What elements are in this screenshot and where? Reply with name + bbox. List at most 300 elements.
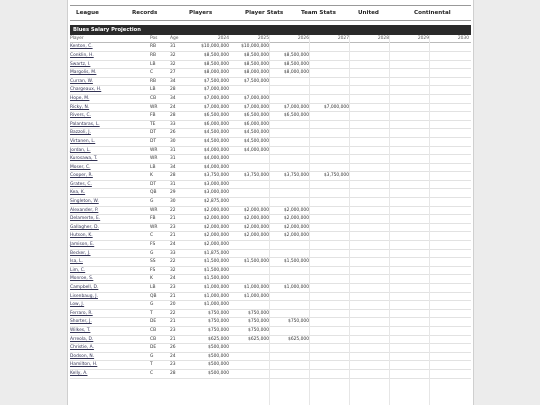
position-cell: DT bbox=[150, 181, 157, 187]
salary-2026-cell: $8,500,000 bbox=[283, 61, 309, 67]
table-row bbox=[70, 232, 471, 241]
age-cell: 32 bbox=[170, 52, 176, 58]
table-row bbox=[70, 284, 471, 293]
salary-2026-cell: $2,000,000 bbox=[283, 216, 309, 222]
age-cell: 32 bbox=[170, 61, 176, 67]
salary-2024-cell: $6,500,000 bbox=[203, 113, 229, 119]
position-cell: QB bbox=[150, 293, 157, 299]
top-navigation bbox=[70, 5, 471, 21]
player-link[interactable]: Swartz, I. bbox=[70, 61, 91, 67]
age-cell: 21 bbox=[170, 293, 176, 299]
table-row bbox=[70, 241, 471, 250]
position-cell: C bbox=[150, 370, 154, 376]
player-link[interactable]: Campbell, D. bbox=[70, 285, 99, 291]
nav-tab-united[interactable]: United bbox=[358, 10, 379, 16]
player-link[interactable]: Wilkes, T. bbox=[70, 327, 91, 333]
salary-2025-cell: $8,500,000 bbox=[243, 52, 269, 58]
player-name-cell bbox=[70, 147, 91, 154]
salary-2026-cell: $3,750,000 bbox=[283, 173, 309, 179]
salary-2025-cell: $1,000,000 bbox=[243, 285, 269, 291]
position-cell: T bbox=[150, 362, 153, 368]
salary-2024-cell: $1,875,000 bbox=[203, 250, 229, 256]
table-row bbox=[70, 275, 471, 284]
player-link[interactable]: Bazzoli, J. bbox=[70, 130, 91, 136]
salary-2024-cell: $750,000 bbox=[208, 327, 229, 333]
age-cell: 21 bbox=[170, 319, 176, 325]
player-name-cell bbox=[70, 155, 97, 162]
player-name-cell bbox=[70, 138, 95, 145]
position-cell: G bbox=[150, 302, 154, 308]
player-name-cell bbox=[70, 69, 96, 76]
position-cell: K bbox=[150, 276, 153, 282]
player-link[interactable]: Low, J. bbox=[70, 302, 85, 308]
player-name-cell bbox=[70, 172, 93, 179]
player-link[interactable]: Dodson, N. bbox=[70, 353, 95, 359]
age-cell: 22 bbox=[170, 310, 176, 316]
player-name-cell bbox=[70, 275, 93, 282]
position-cell: G bbox=[150, 199, 154, 205]
salary-2025-cell: $750,000 bbox=[248, 319, 269, 325]
salary-2024-cell: $1,000,000 bbox=[203, 302, 229, 308]
salary-2025-cell: $6,000,000 bbox=[243, 121, 269, 127]
salary-2025-cell: $2,000,000 bbox=[243, 207, 269, 213]
player-name-cell bbox=[70, 207, 98, 214]
salary-2024-cell: $750,000 bbox=[208, 319, 229, 325]
table-row bbox=[70, 327, 471, 336]
salary-2024-cell: $500,000 bbox=[208, 370, 229, 376]
salary-2026-cell: $2,000,000 bbox=[283, 207, 309, 213]
table-row bbox=[70, 155, 471, 164]
player-name-cell bbox=[70, 293, 98, 300]
player-link[interactable]: Arreola, D. bbox=[70, 336, 94, 342]
table-row bbox=[70, 112, 471, 121]
player-link[interactable]: Chargeaux, H. bbox=[70, 87, 102, 93]
salary-2025-cell: $7,500,000 bbox=[243, 78, 269, 84]
player-link[interactable]: Christie, A. bbox=[70, 345, 94, 351]
player-link[interactable]: Delamerte, E. bbox=[70, 216, 101, 222]
position-cell: FS bbox=[150, 242, 156, 248]
age-cell: 30 bbox=[170, 199, 176, 205]
position-cell: DT bbox=[150, 138, 157, 144]
salary-2025-cell: $2,000,000 bbox=[243, 216, 269, 222]
salary-2025-cell: $4,500,000 bbox=[243, 130, 269, 136]
age-cell: 34 bbox=[170, 164, 176, 170]
player-link[interactable]: Curran, W. bbox=[70, 78, 93, 84]
table-row bbox=[70, 198, 471, 207]
salary-2025-cell: $8,500,000 bbox=[243, 61, 269, 67]
table-row bbox=[70, 104, 471, 113]
player-link[interactable]: Hutson, K. bbox=[70, 233, 93, 239]
player-link[interactable]: Lisenbaug, J. bbox=[70, 293, 98, 299]
age-cell: 24 bbox=[170, 276, 176, 282]
position-cell: T bbox=[150, 310, 153, 316]
age-cell: 34 bbox=[170, 78, 176, 84]
age-cell: 34 bbox=[170, 95, 176, 101]
player-link[interactable]: Ricky, N. bbox=[70, 104, 90, 110]
player-link[interactable]: Jamison, E. bbox=[70, 242, 95, 248]
player-name-cell bbox=[70, 258, 83, 265]
page-container bbox=[67, 0, 474, 405]
salary-2026-cell: $2,000,000 bbox=[283, 224, 309, 230]
age-cell: 31 bbox=[170, 147, 176, 153]
age-cell: 26 bbox=[170, 130, 176, 136]
age-cell: 33 bbox=[170, 121, 176, 127]
salary-2026-cell: $1,500,000 bbox=[283, 259, 309, 265]
salary-2025-cell: $750,000 bbox=[248, 310, 269, 316]
player-name-cell bbox=[70, 250, 91, 257]
table-row bbox=[70, 258, 471, 267]
salary-2025-cell: $7,000,000 bbox=[243, 95, 269, 101]
salary-2025-cell: $750,000 bbox=[248, 327, 269, 333]
salary-2024-cell: $500,000 bbox=[208, 362, 229, 368]
column-divider bbox=[309, 35, 310, 405]
age-cell: 23 bbox=[170, 327, 176, 333]
position-cell: CB bbox=[150, 95, 157, 101]
age-cell: 21 bbox=[170, 336, 176, 342]
table-row bbox=[70, 250, 471, 259]
column-header-2029[interactable]: 2029 bbox=[417, 36, 429, 41]
salary-2024-cell: $625,000 bbox=[208, 336, 229, 342]
position-cell: LB bbox=[150, 61, 156, 67]
position-cell: DE bbox=[150, 319, 157, 325]
nav-tab-records[interactable]: Records bbox=[132, 10, 158, 16]
salary-2024-cell: $1,500,000 bbox=[203, 267, 229, 273]
position-cell: RB bbox=[150, 52, 157, 58]
table-header-row bbox=[70, 35, 471, 43]
age-cell: 23 bbox=[170, 224, 176, 230]
age-cell: 28 bbox=[170, 113, 176, 119]
salary-2025-cell: $625,000 bbox=[248, 336, 269, 342]
position-cell: DT bbox=[150, 130, 157, 136]
column-header-player[interactable]: Player bbox=[70, 36, 84, 41]
salary-2024-cell: $10,000,000 bbox=[201, 44, 229, 50]
position-cell: WR bbox=[150, 147, 158, 153]
salary-2025-cell: $1,500,000 bbox=[243, 259, 269, 265]
salary-2024-cell: $3,000,000 bbox=[203, 181, 229, 187]
age-cell: 31 bbox=[170, 44, 176, 50]
salary-2024-cell: $3,000,000 bbox=[203, 190, 229, 196]
player-name-cell bbox=[70, 121, 100, 128]
position-cell: WR bbox=[150, 207, 158, 213]
player-link[interactable]: Cooper, R. bbox=[70, 173, 93, 179]
column-header-2024[interactable]: 2024 bbox=[217, 36, 229, 41]
table-row bbox=[70, 189, 471, 198]
salary-2024-cell: $4,500,000 bbox=[203, 130, 229, 136]
column-divider bbox=[269, 35, 270, 405]
salary-2024-cell: $2,000,000 bbox=[203, 207, 229, 213]
player-name-cell bbox=[70, 189, 85, 196]
table-row bbox=[70, 61, 471, 70]
salary-2024-cell: $7,500,000 bbox=[203, 78, 229, 84]
player-link[interactable]: Palantaras, L. bbox=[70, 121, 100, 127]
player-name-cell bbox=[70, 198, 99, 205]
age-cell: 27 bbox=[170, 70, 176, 76]
salary-2024-cell: $8,500,000 bbox=[203, 52, 229, 58]
player-link[interactable]: Conklin, H. bbox=[70, 52, 94, 58]
table-row bbox=[70, 164, 471, 173]
age-cell: 21 bbox=[170, 216, 176, 222]
player-link[interactable]: Isa, L. bbox=[70, 259, 83, 265]
player-link[interactable]: Kelly, A. bbox=[70, 370, 88, 376]
table-row bbox=[70, 310, 471, 319]
table-row bbox=[70, 129, 471, 138]
salary-table bbox=[70, 35, 471, 379]
age-cell: 20 bbox=[170, 302, 176, 308]
age-cell: 21 bbox=[170, 233, 176, 239]
salary-2026-cell: $750,000 bbox=[288, 319, 309, 325]
salary-2024-cell: $8,000,000 bbox=[203, 70, 229, 76]
salary-2026-cell: $6,500,000 bbox=[283, 113, 309, 119]
player-link[interactable]: Singleton, W. bbox=[70, 199, 99, 205]
player-name-cell bbox=[70, 43, 93, 50]
table-row bbox=[70, 336, 471, 345]
salary-2024-cell: $7,000,000 bbox=[203, 95, 229, 101]
table-row bbox=[70, 353, 471, 362]
age-cell: 22 bbox=[170, 259, 176, 265]
salary-2024-cell: $750,000 bbox=[208, 310, 229, 316]
table-row bbox=[70, 224, 471, 233]
column-header-2025[interactable]: 2025 bbox=[257, 36, 269, 41]
column-header-2026[interactable]: 2026 bbox=[297, 36, 309, 41]
salary-2024-cell: $6,000,000 bbox=[203, 121, 229, 127]
salary-2024-cell: $2,000,000 bbox=[203, 233, 229, 239]
table-row bbox=[70, 121, 471, 130]
salary-2025-cell: $8,000,000 bbox=[243, 70, 269, 76]
column-header-2027[interactable]: 2027 bbox=[337, 36, 349, 41]
player-link[interactable]: Hope, M. bbox=[70, 95, 90, 101]
player-name-cell bbox=[70, 95, 89, 102]
nav-tab-players[interactable]: Players bbox=[189, 10, 213, 16]
table-row bbox=[70, 172, 471, 181]
position-cell: LB bbox=[150, 164, 156, 170]
position-cell: FS bbox=[150, 267, 156, 273]
salary-2024-cell: $8,500,000 bbox=[203, 61, 229, 67]
player-link[interactable]: Shorter, J. bbox=[70, 319, 92, 325]
position-cell: LB bbox=[150, 285, 156, 291]
table-row bbox=[70, 78, 471, 87]
player-link[interactable]: Kea, K. bbox=[70, 190, 86, 196]
table-row bbox=[70, 361, 471, 370]
player-name-cell bbox=[70, 129, 91, 136]
table-row bbox=[70, 181, 471, 190]
player-name-cell bbox=[70, 104, 89, 111]
age-cell: 28 bbox=[170, 370, 176, 376]
player-link[interactable]: Hamilton, H. bbox=[70, 362, 98, 368]
salary-2024-cell: $4,000,000 bbox=[203, 156, 229, 162]
age-cell: 22 bbox=[170, 207, 176, 213]
player-name-cell bbox=[70, 164, 91, 171]
column-divider bbox=[389, 35, 390, 405]
column-header-2028[interactable]: 2028 bbox=[377, 36, 389, 41]
player-name-cell bbox=[70, 78, 93, 85]
table-row bbox=[70, 215, 471, 224]
salary-projection-title: Blues Salary Projection bbox=[70, 25, 471, 35]
age-cell: 30 bbox=[170, 138, 176, 144]
player-link[interactable]: Lim, C. bbox=[70, 267, 86, 273]
salary-2025-cell: $1,000,000 bbox=[243, 293, 269, 299]
table-row bbox=[70, 318, 471, 327]
age-cell: 26 bbox=[170, 345, 176, 351]
table-body bbox=[70, 43, 471, 378]
salary-2024-cell: $2,000,000 bbox=[203, 216, 229, 222]
position-cell: SS bbox=[150, 259, 156, 265]
salary-2024-cell: $3,750,000 bbox=[203, 173, 229, 179]
player-name-cell bbox=[70, 327, 90, 334]
salary-2024-cell: $1,000,000 bbox=[203, 293, 229, 299]
salary-2024-cell: $4,500,000 bbox=[203, 138, 229, 144]
salary-2024-cell: $1,500,000 bbox=[203, 259, 229, 265]
player-link[interactable]: Kurosawa, T. bbox=[70, 156, 98, 162]
player-name-cell bbox=[70, 310, 93, 317]
salary-2025-cell: $6,500,000 bbox=[243, 113, 269, 119]
salary-2026-cell: $8,000,000 bbox=[283, 70, 309, 76]
salary-2026-cell: $1,000,000 bbox=[283, 285, 309, 291]
player-name-cell bbox=[70, 344, 94, 351]
salary-2027-cell: $3,750,000 bbox=[323, 173, 349, 179]
player-link[interactable]: Alexander, P. bbox=[70, 207, 99, 213]
table-row bbox=[70, 370, 471, 379]
table-row bbox=[70, 86, 471, 95]
salary-2025-cell: $2,000,000 bbox=[243, 233, 269, 239]
player-link[interactable]: Margolis, M. bbox=[70, 70, 97, 76]
table-row bbox=[70, 52, 471, 61]
position-cell: TE bbox=[150, 121, 156, 127]
age-cell: 29 bbox=[170, 190, 176, 196]
salary-2024-cell: $2,000,000 bbox=[203, 224, 229, 230]
position-cell: WR bbox=[150, 156, 158, 162]
position-cell: G bbox=[150, 250, 154, 256]
position-cell: LB bbox=[150, 87, 156, 93]
position-cell: CB bbox=[150, 336, 157, 342]
player-link[interactable]: Moser, C. bbox=[70, 164, 91, 170]
player-name-cell bbox=[70, 301, 84, 308]
position-cell: K bbox=[150, 173, 153, 179]
table-row bbox=[70, 207, 471, 216]
table-row bbox=[70, 69, 471, 78]
column-divider bbox=[349, 35, 350, 405]
player-name-cell bbox=[70, 112, 91, 119]
nav-tab-league[interactable]: League bbox=[76, 10, 99, 16]
age-cell: 31 bbox=[170, 156, 176, 162]
column-header-2030[interactable]: 2030 bbox=[457, 36, 469, 41]
age-cell: 24 bbox=[170, 104, 176, 110]
salary-2024-cell: $1,000,000 bbox=[203, 285, 229, 291]
position-cell: FB bbox=[150, 216, 156, 222]
player-link[interactable]: Becker, J. bbox=[70, 250, 91, 256]
age-cell: 28 bbox=[170, 173, 176, 179]
player-name-cell bbox=[70, 215, 100, 222]
player-name-cell bbox=[70, 52, 94, 59]
age-cell: 24 bbox=[170, 353, 176, 359]
salary-2025-cell: $4,000,000 bbox=[243, 147, 269, 153]
player-name-cell bbox=[70, 232, 93, 239]
table-row bbox=[70, 138, 471, 147]
age-cell: 23 bbox=[170, 362, 176, 368]
salary-2024-cell: $4,000,000 bbox=[203, 164, 229, 170]
player-name-cell bbox=[70, 284, 98, 291]
salary-2025-cell: $10,000,000 bbox=[241, 44, 269, 50]
column-header-pos[interactable]: Pos bbox=[150, 36, 158, 41]
player-name-cell bbox=[70, 336, 93, 343]
player-name-cell bbox=[70, 361, 97, 368]
position-cell: WR bbox=[150, 224, 158, 230]
player-name-cell bbox=[70, 86, 101, 93]
age-cell: 28 bbox=[170, 87, 176, 93]
nav-tab-player-stats[interactable]: Player Stats bbox=[245, 10, 284, 16]
salary-2025-cell: $4,500,000 bbox=[243, 138, 269, 144]
salary-2027-cell: $7,000,000 bbox=[323, 104, 349, 110]
salary-2026-cell: $8,500,000 bbox=[283, 52, 309, 58]
player-name-cell bbox=[70, 267, 85, 274]
table-row bbox=[70, 95, 471, 104]
table-row bbox=[70, 267, 471, 276]
table-row bbox=[70, 344, 471, 353]
salary-2024-cell: $4,000,000 bbox=[203, 147, 229, 153]
age-cell: 24 bbox=[170, 242, 176, 248]
position-cell: C bbox=[150, 70, 154, 76]
player-link[interactable]: Ferraro, R. bbox=[70, 310, 93, 316]
player-link[interactable]: Gallagher, D. bbox=[70, 224, 99, 230]
salary-2024-cell: $2,000,000 bbox=[203, 242, 229, 248]
player-link[interactable]: Monroe, S. bbox=[70, 276, 94, 282]
player-link[interactable]: Virtanen, L. bbox=[70, 138, 96, 144]
position-cell: C bbox=[150, 233, 154, 239]
nav-tab-continental[interactable]: Continental bbox=[414, 10, 451, 16]
position-cell: QB bbox=[150, 190, 157, 196]
table-row bbox=[70, 43, 471, 52]
position-cell: DE bbox=[150, 345, 157, 351]
salary-2025-cell: $7,000,000 bbox=[243, 104, 269, 110]
player-name-cell bbox=[70, 181, 92, 188]
position-cell: CB bbox=[150, 327, 157, 333]
age-cell: 33 bbox=[170, 250, 176, 256]
salary-2026-cell: $2,000,000 bbox=[283, 233, 309, 239]
table-row bbox=[70, 293, 471, 302]
player-link[interactable]: Kenton, C. bbox=[70, 44, 93, 50]
salary-2026-cell: $625,000 bbox=[288, 336, 309, 342]
table-row bbox=[70, 147, 471, 156]
player-name-cell bbox=[70, 370, 88, 377]
salary-2026-cell: $7,000,000 bbox=[283, 104, 309, 110]
position-cell: G bbox=[150, 353, 154, 359]
player-link[interactable]: Rivers, C. bbox=[70, 113, 91, 119]
player-name-cell bbox=[70, 318, 92, 325]
salary-2024-cell: $500,000 bbox=[208, 353, 229, 359]
salary-2024-cell: $7,000,000 bbox=[203, 87, 229, 93]
player-link[interactable]: Jordan, L. bbox=[70, 147, 91, 153]
age-cell: 32 bbox=[170, 267, 176, 273]
player-name-cell bbox=[70, 353, 94, 360]
table-row bbox=[70, 301, 471, 310]
salary-2025-cell: $2,000,000 bbox=[243, 224, 269, 230]
player-name-cell bbox=[70, 241, 94, 248]
player-name-cell bbox=[70, 61, 90, 68]
position-cell: RB bbox=[150, 44, 157, 50]
salary-2024-cell: $1,500,000 bbox=[203, 276, 229, 282]
column-header-age[interactable]: Age bbox=[170, 36, 179, 41]
nav-tab-team-stats[interactable]: Team Stats bbox=[301, 10, 336, 16]
salary-2024-cell: $500,000 bbox=[208, 345, 229, 351]
player-name-cell bbox=[70, 224, 99, 231]
position-cell: FB bbox=[150, 113, 156, 119]
salary-2024-cell: $2,875,000 bbox=[203, 199, 229, 205]
position-cell: WR bbox=[150, 104, 158, 110]
age-cell: 23 bbox=[170, 285, 176, 291]
player-link[interactable]: Grates, C. bbox=[70, 181, 92, 187]
salary-2025-cell: $3,750,000 bbox=[243, 173, 269, 179]
column-divider bbox=[429, 35, 430, 405]
salary-2024-cell: $7,000,000 bbox=[203, 104, 229, 110]
